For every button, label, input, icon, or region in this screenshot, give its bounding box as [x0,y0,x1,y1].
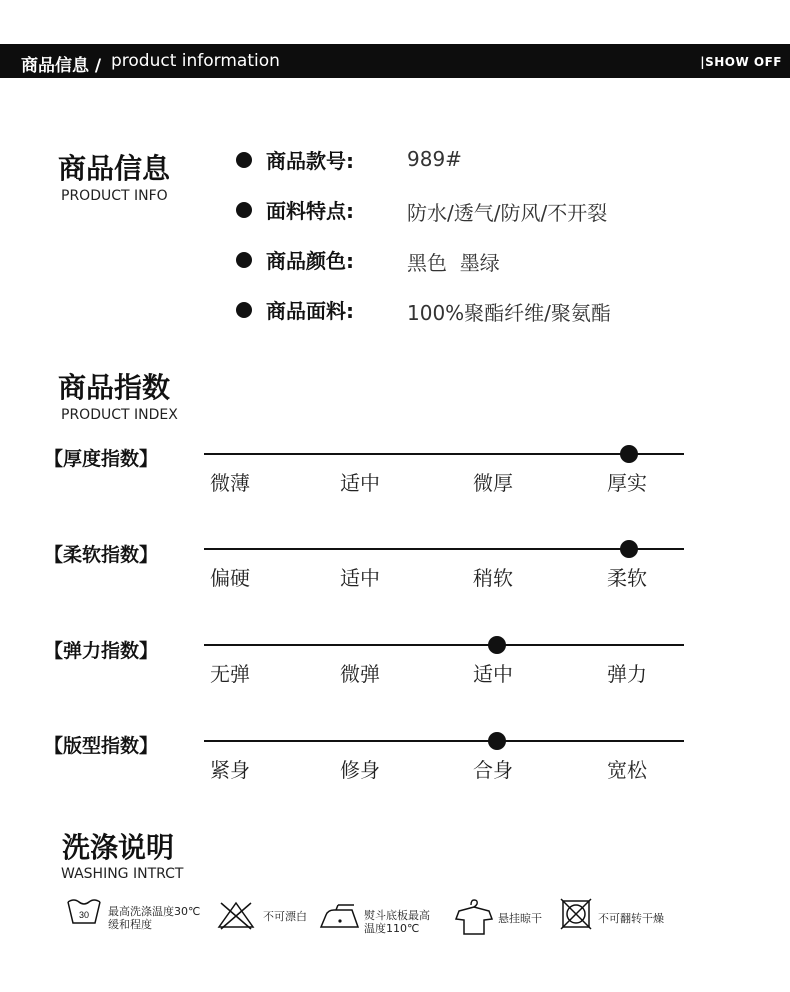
info-value: 黑色 墨绿 [407,251,500,275]
info-key: 商品款号: [266,149,354,173]
index-option: 合身 [473,758,513,782]
iron-icon [318,897,360,931]
index-selected-marker [488,732,506,750]
bullet-icon [236,202,252,218]
info-value: 防水/透气/防风/不开裂 [407,201,608,225]
index-option: 稍软 [473,566,513,590]
info-key: 商品面料: [266,299,354,323]
header-cn-title: 商品信息 / [21,56,102,76]
product-index-title: 商品指数 [58,371,171,404]
bullet-icon [236,252,252,268]
index-option: 修身 [340,758,380,782]
bullet-icon [236,302,252,318]
no-bleach-icon [216,897,256,931]
care-text: 不可漂白 [263,910,307,923]
care-text: 悬挂晾干 [498,912,542,925]
hang-dry-icon [454,897,494,937]
index-option: 微厚 [473,471,513,495]
index-option: 柔软 [607,566,647,590]
index-scale-line [204,644,684,646]
header-en-title: product information [111,51,280,71]
index-option: 适中 [340,566,380,590]
info-value: 989# [407,147,462,171]
care-text: 最高洗涤温度30℃ [108,905,201,918]
index-scale-line [204,548,684,550]
product-info-subtitle: PRODUCT INFO [61,188,168,204]
index-option: 宽松 [607,758,647,782]
product-index-subtitle: PRODUCT INDEX [61,407,178,423]
washing-title: 洗涤说明 [62,831,175,864]
index-scale-line [204,453,684,455]
info-value: 100%聚酯纤维/聚氨酯 [407,301,611,325]
header-show-off-label: |SHOW OFF [700,55,782,69]
index-scale-line [204,740,684,742]
index-label: 【版型指数】 [44,735,159,757]
index-label: 【弹力指数】 [44,640,159,662]
info-key: 商品颜色: [266,249,354,273]
index-option: 微薄 [210,471,250,495]
wash-tub-30-icon [66,897,102,927]
index-label: 【柔软指数】 [44,544,159,566]
bullet-icon [236,152,252,168]
index-option: 微弹 [340,662,380,686]
care-text: 温度110℃ [364,922,420,935]
index-option: 偏硬 [210,566,250,590]
care-text: 缓和程度 [108,918,152,931]
care-text: 熨斗底板最高 [364,909,430,922]
index-selected-marker [620,540,638,558]
product-info-title: 商品信息 [58,152,171,185]
index-selected-marker [620,445,638,463]
wash-temp-badge: 30 [78,910,90,920]
no-tumble-dry-icon [560,897,592,931]
index-option: 适中 [473,662,513,686]
index-option: 厚实 [607,471,647,495]
info-key: 面料特点: [266,199,354,223]
index-selected-marker [488,636,506,654]
care-text: 不可翻转干燥 [598,912,664,925]
header-bar [0,44,790,78]
index-label: 【厚度指数】 [44,448,159,470]
index-option: 紧身 [210,758,250,782]
index-option: 适中 [340,471,380,495]
index-option: 无弹 [210,662,250,686]
index-option: 弹力 [607,662,647,686]
washing-subtitle: WASHING INTRCT [61,866,184,882]
